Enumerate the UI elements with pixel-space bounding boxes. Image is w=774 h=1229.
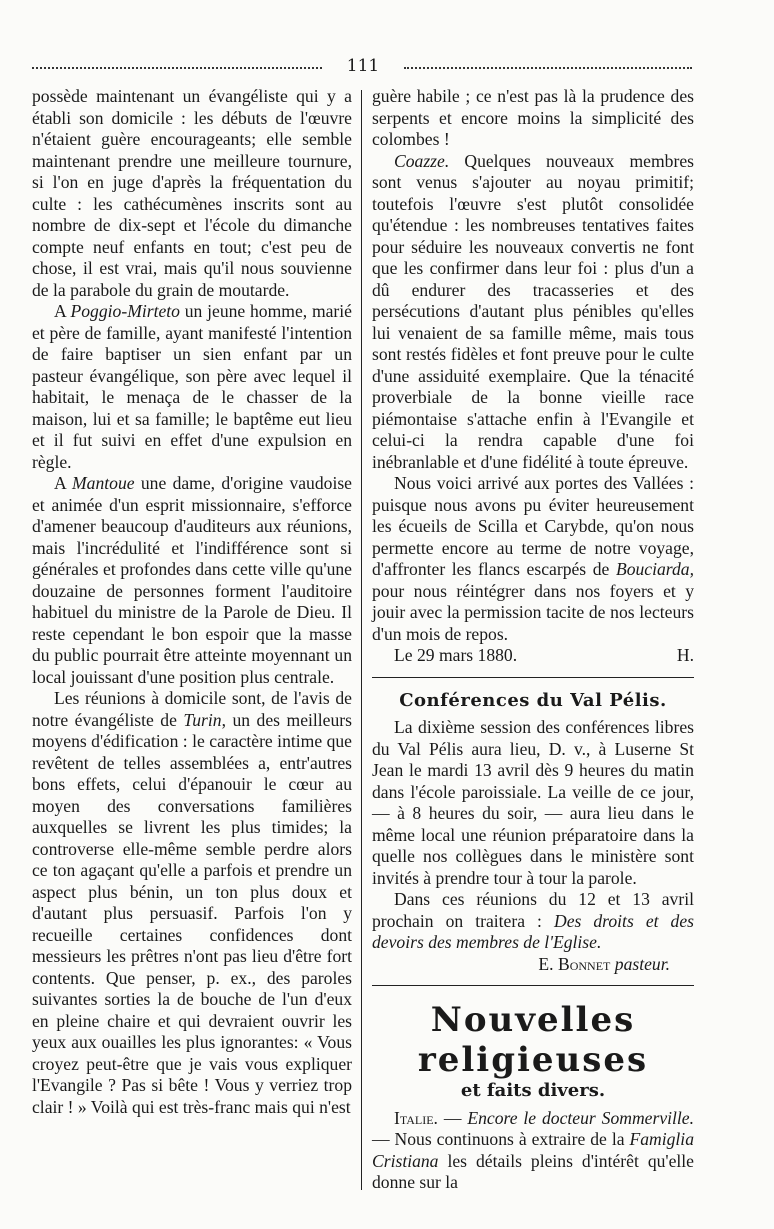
section-title-nouvelles: Nouvelles religieuses <box>417 1000 649 1080</box>
text: les détails pleins d'intérêt qu'elle donne sur la <box>372 1150 694 1192</box>
text: A <box>54 301 71 321</box>
section-subtitle: et faits divers. <box>460 1080 606 1101</box>
page-number: 111 <box>346 56 380 76</box>
text: Quelques nouveaux membres sont venus s'ajouter au noyau primitif; toutefois l'œuvre s'est plutôt consolidée qu'étendue : les nombreuses tentatives faites pour séduire les nouveaux convertis ne font que les confirmer dans leur foi : plus d'un a dû endurer des tracasseries et des persécutions d'autant plus pénibles qu'elles lui venaient de sa famille même, mais tous sont restés fidèles et font preuve pour le culte d'une assiduité exemplaire. Que la ténacité proverbiale de la bonne vieille race piémontaise s'attache enfin à l'Evangile et celui-ci la rendra capable d'une foi inébranlable et d'une fidélité à toute épreuve. <box>372 150 694 472</box>
column-divider <box>361 90 362 1190</box>
paragraph-continuation: guère habile ; ce n'est pas là la prudence des serpents et encore moins la simplicité des colombes ! <box>372 86 694 149</box>
paragraph-turin <box>32 688 352 1118</box>
author-initial: H. <box>676 645 694 665</box>
paragraph-poggio-mirteto <box>32 301 352 473</box>
paragraph-coazze <box>372 151 694 474</box>
left-column <box>32 86 352 1118</box>
country-label: Italie. <box>394 1107 438 1128</box>
dateline <box>372 645 694 667</box>
text: — <box>437 1107 468 1128</box>
place-name: Bouciarda, <box>615 559 694 579</box>
text: un jeune homme, marié et père de famille, ayant manifesté l'intention de faire baptiser un sien enfant par un pasteur évangélique, son père avec lequel il habitait, le menaça de le chasser de la maison, lui et sa famille; le baptême eut lieu et il fut suivi en effet d'une expulsion en règle. <box>32 301 352 472</box>
header-rule-right <box>404 67 692 69</box>
text: pour nous réintégrer dans nos foyers et y jouir avec la permission tacite de nos lecteurs d'un mois de repos. <box>372 580 694 644</box>
signature-name: E. Bonnet <box>538 953 611 974</box>
paragraph-agenda <box>372 889 694 954</box>
paragraph-conferences: La dixième session des conférences libres du Val Pélis aura lieu, D. v., à Luserne St Jean le mardi 13 avril dès 9 heures du matin dans l'école paroissiale. La veille de ce jour, — à 8 heures du soir, — aura lieu dans le même local une réunion préparatoire dans la quelle nos collègues dans le ministère sont invités à prendre tour à tour la parole. <box>372 717 694 888</box>
signature <box>372 954 694 976</box>
text: une dame, d'origine vaudoise et animée d'un esprit missionnaire, s'efforce d'amener beaucoup d'auditeurs aux réunions, mais l'incrédulité et l'indifférence sont si générales et profondes dans cette ville qu'une douzaine de personnes forment l'auditoire habituel du ministre de la Parole de Dieu. Il reste cependant le bon espoir que la masse du public pourrait être atteinte moyennant un local jouissant d'une position plus centrale. <box>32 473 352 687</box>
text: Dans ces réunions du 12 et 13 avril prochain on traitera : <box>372 889 694 931</box>
text: — Nous continuons à extraire de la <box>372 1129 630 1149</box>
header-rule-left <box>32 67 322 69</box>
page-header <box>32 56 692 78</box>
place-name: Poggio-Mirteto <box>70 301 180 321</box>
section-title-conferences: Conférences du Val Pélis. <box>399 689 667 711</box>
text: , un des meilleurs moyens d'édification : le caractère intime que revêtent de telles assemblées a, entr'autres bons effets, celui d'épanouir le cœur au moyen des conversations familières auxquelles se livrent les plus timides; la controverse elle-même semble perdre alors ce ton agaçant qu'elle a parfois et prendre un aspect plus bénin, un ton plus doux et d'autant plus persuasif. Parfois l'on y recueille certaines confidences dont messieurs les prêtres n'ont pas lieu d'être fort contents. Que penser, p. ex., des paroles suivantes sorties la de bouche de l'un d'eux en pleine chaire et qui devraient ouvrir les yeux aux ouailles les plus ignorantes: « Vous croyez peut-être que je vais vous expliquer l'Evangile ? Pas si bête ! Vous y verriez trop clair ! » Voilà qui est très-franc mais qui n'est <box>32 709 352 1117</box>
news-topic: Encore le docteur Sommerville. <box>467 1107 694 1128</box>
date: Le 29 mars 1880. <box>394 645 518 665</box>
paragraph-continuation: possède maintenant un évangéliste qui y a établi son domicile : les débuts de l'œuvre n'étaient guère encourageants; elle semble maintenant prendre une meilleure tournure, si l'on en juge d'après la fréquentation du culte : les cathécumènes inscrits sont au nombre de dix-sept et l'école du dimanche compte neuf enfants en tout; c'est peu de chose, il est vrai, mais qu'il nous souvienne de la parabole du grain de moutarde. <box>32 86 352 300</box>
right-column <box>372 86 694 1194</box>
place-name: Turin <box>183 709 222 730</box>
section-separator <box>372 677 694 678</box>
agenda-topic: Des droits et des devoirs des membres de l'Eglise. <box>372 910 695 952</box>
text: Les réunions à domicile sont, de l'avis de notre évangéliste de <box>32 688 352 730</box>
paragraph-italie <box>372 1108 694 1194</box>
newspaper-name: Famiglia Cristiana <box>372 1129 694 1171</box>
place-name: Coazze. <box>394 150 450 171</box>
text: Nous voici arrivé aux portes des Vallées : puisque nous avons pu éviter heureusement les écueils de Scilla et Carybde, qu'on nous permette encore au terme de notre voyage, d'affronter les flancs escarpés de <box>372 473 694 579</box>
place-name: Mantoue <box>72 473 135 493</box>
signature-title: pasteur. <box>614 953 670 974</box>
paragraph-mantoue <box>32 473 352 688</box>
paragraph-vallees <box>372 473 694 645</box>
text: A <box>54 473 73 493</box>
section-separator <box>372 985 694 986</box>
